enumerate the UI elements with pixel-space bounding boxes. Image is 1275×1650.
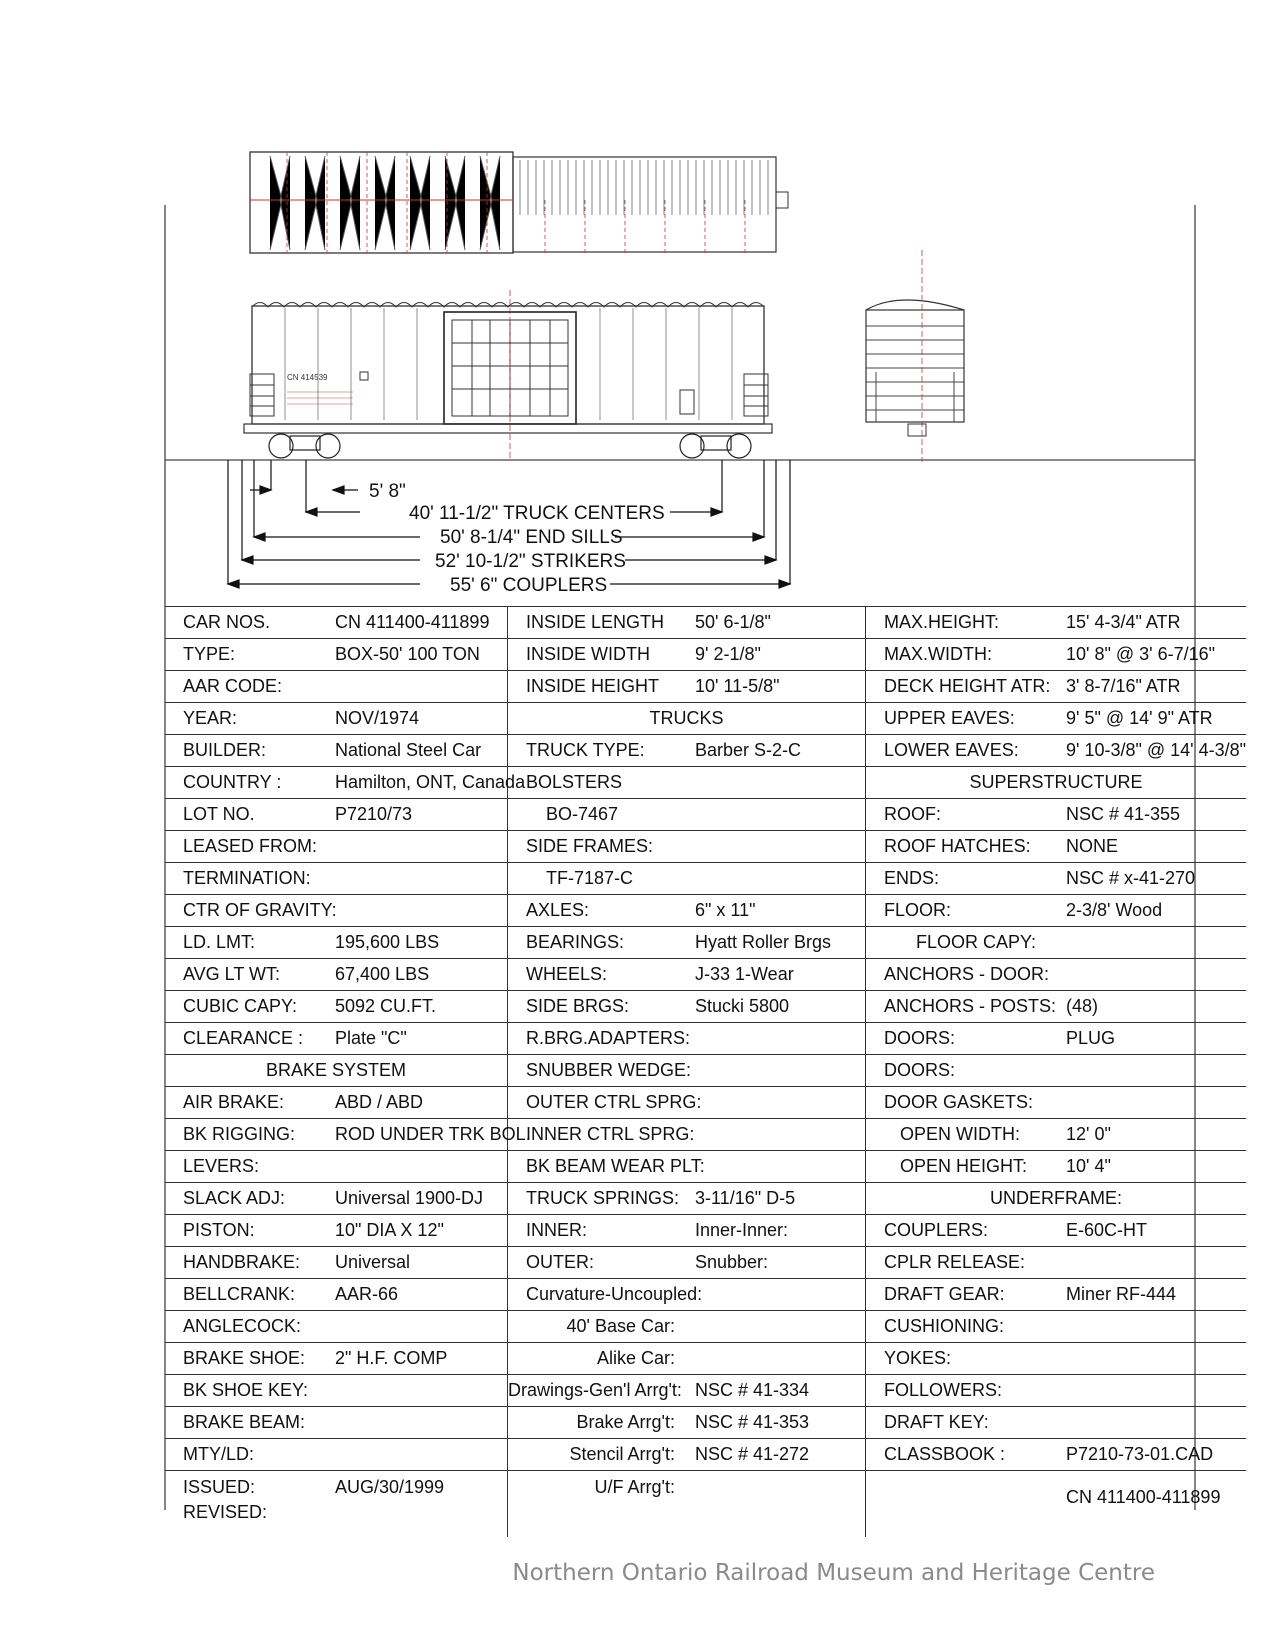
table-row <box>165 1343 1246 1375</box>
table-row <box>165 799 1246 831</box>
dim-truck-centers: 40' 11-1/2" TRUCK CENTERS <box>409 503 665 524</box>
table-row <box>165 607 1246 639</box>
inner-ctrl-sprg-label: INNER CTRL SPRG: <box>508 1119 866 1151</box>
inside-width-value: 9' 2-1/8" <box>693 639 866 671</box>
roof-hatches-value: NONE <box>1064 831 1246 863</box>
table-row <box>165 1087 1246 1119</box>
truck-left <box>269 434 340 458</box>
mty-ld-label: MTY/LD: <box>165 1439 333 1471</box>
table-row <box>165 703 1246 735</box>
anchors-door-value <box>1064 959 1246 991</box>
rbrg-adapters-label: R.BRG.ADAPTERS: <box>508 1023 866 1055</box>
drawings-gen-label: Drawings-Gen'l Arrg't: <box>508 1375 694 1407</box>
alike-car-label: Alike Car: <box>508 1343 694 1375</box>
side-brgs-label: SIDE BRGS: <box>508 991 694 1023</box>
classbook-label: CLASSBOOK : <box>866 1439 1065 1471</box>
piston-label: PISTON: <box>165 1215 333 1247</box>
floor-capy-label: FLOOR CAPY: <box>866 927 1065 959</box>
anchors-door-label: ANCHORS - DOOR: <box>866 959 1065 991</box>
door-gaskets-value <box>1064 1087 1246 1119</box>
max-width-label: MAX.WIDTH: <box>866 639 1065 671</box>
stencil-arrgt-label: Stencil Arrg't: <box>508 1439 694 1471</box>
issued-label: ISSUED: <box>183 1477 256 1497</box>
revised-label: REVISED: <box>183 1502 268 1522</box>
anchors-posts-label: ANCHORS - POSTS: <box>866 991 1065 1023</box>
table-row <box>165 1375 1246 1407</box>
bolsters-label: BOLSTERS <box>508 767 694 799</box>
open-width-label: OPEN WIDTH: <box>866 1119 1065 1151</box>
table-row <box>165 991 1246 1023</box>
inside-height-value: 10' 11-5/8" <box>693 671 866 703</box>
avg-lt-wt-label: AVG LT WT: <box>165 959 333 991</box>
table-row <box>165 895 1246 927</box>
side-brgs-value: Stucki 5800 <box>693 991 866 1023</box>
wheels-label: WHEELS: <box>508 959 694 991</box>
dim-couplers: 55' 6" COUPLERS <box>450 575 608 596</box>
year-value: NOV/1974 <box>333 703 508 735</box>
cushioning-value <box>1064 1311 1246 1343</box>
brake-beam-value <box>333 1407 508 1439</box>
clearance-label: CLEARANCE : <box>165 1023 333 1055</box>
bolsters-blank <box>693 767 866 799</box>
cushioning-label: CUSHIONING: <box>866 1311 1065 1343</box>
roof-label: ROOF: <box>866 799 1065 831</box>
table-row <box>165 735 1246 767</box>
deck-height-value: 3' 8-7/16" ATR <box>1064 671 1246 703</box>
clearance-value: Plate "C" <box>333 1023 508 1055</box>
followers-label: FOLLOWERS: <box>866 1375 1065 1407</box>
anchors-posts-value: (48) <box>1064 991 1246 1023</box>
piston-value: 10" DIA X 12" <box>333 1215 508 1247</box>
upper-eaves-value: 9' 5" @ 14' 9" ATR <box>1064 703 1246 735</box>
truck-springs-value: 3-11/16" D-5 <box>693 1183 866 1215</box>
axles-value: 6" x 11" <box>693 895 866 927</box>
table-row <box>165 927 1246 959</box>
slack-adj-value: Universal 1900-DJ <box>333 1183 508 1215</box>
couplers-label: COUPLERS: <box>866 1215 1065 1247</box>
issued-value: AUG/30/1999 <box>333 1471 508 1538</box>
brake-shoe-label: BRAKE SHOE: <box>165 1343 333 1375</box>
termination-label: TERMINATION: <box>165 863 333 895</box>
air-brake-value: ABD / ABD <box>333 1087 508 1119</box>
max-height-value: 15' 4-3/4" ATR <box>1064 607 1246 639</box>
slack-adj-label: SLACK ADJ: <box>165 1183 333 1215</box>
table-row <box>165 767 1246 799</box>
levers-value <box>333 1151 508 1183</box>
open-height-label: OPEN HEIGHT: <box>866 1151 1065 1183</box>
uf-arrgt-value <box>693 1471 866 1538</box>
floor-value: 2-3/8' Wood <box>1064 895 1246 927</box>
anglecock-value <box>333 1311 508 1343</box>
blank-cell <box>866 1471 1065 1538</box>
drawings-gen-value: NSC # 41-334 <box>693 1375 866 1407</box>
bk-rigging-value: ROD UNDER TRK BOL. <box>333 1119 508 1151</box>
leased-from-value <box>333 831 508 863</box>
table-row <box>165 1055 1246 1087</box>
table-row <box>165 1311 1246 1343</box>
inner-value: Inner-Inner: <box>693 1215 866 1247</box>
draft-gear-value: Miner RF-444 <box>1064 1279 1246 1311</box>
yokes-value <box>1064 1343 1246 1375</box>
upper-eaves-label: UPPER EAVES: <box>866 703 1065 735</box>
year-label: YEAR: <box>165 703 333 735</box>
cubic-capy-value: 5092 CU.FT. <box>333 991 508 1023</box>
followers-value <box>1064 1375 1246 1407</box>
ld-lmt-label: LD. LMT: <box>165 927 333 959</box>
uf-arrgt-label: U/F Arrg't: <box>508 1471 694 1538</box>
brake-beam-label: BRAKE BEAM: <box>165 1407 333 1439</box>
table-row <box>165 1215 1246 1247</box>
mty-ld-value <box>333 1439 508 1471</box>
bellcrank-label: BELLCRANK: <box>165 1279 333 1311</box>
table-row <box>165 1439 1246 1471</box>
draft-key-value <box>1064 1407 1246 1439</box>
table-row <box>165 1119 1246 1151</box>
table-row <box>165 1279 1246 1311</box>
bk-rigging-label: BK RIGGING: <box>165 1119 333 1151</box>
builder-value: National Steel Car <box>333 735 508 767</box>
blank-cell <box>693 799 866 831</box>
brake-system-heading: BRAKE SYSTEM <box>165 1055 508 1087</box>
axles-label: AXLES: <box>508 895 694 927</box>
floor-capy-value <box>1064 927 1246 959</box>
trucks-heading: TRUCKS <box>508 703 866 735</box>
end-view <box>866 250 964 462</box>
table-row <box>165 1407 1246 1439</box>
ld-lmt-value: 195,600 LBS <box>333 927 508 959</box>
bk-shoe-key-value <box>333 1375 508 1407</box>
deck-height-label: DECK HEIGHT ATR: <box>866 671 1065 703</box>
table-row <box>165 959 1246 991</box>
open-height-value: 10' 4" <box>1064 1151 1246 1183</box>
cubic-capy-label: CUBIC CAPY: <box>165 991 333 1023</box>
table-row <box>165 671 1246 703</box>
country-value: Hamilton, ONT, Canada <box>333 767 508 799</box>
anglecock-label: ANGLECOCK: <box>165 1311 333 1343</box>
blank-cell <box>693 831 866 863</box>
door-gaskets-label: DOOR GASKETS: <box>866 1087 1065 1119</box>
classbook-value: P7210-73-01.CAD <box>1064 1439 1246 1471</box>
draft-key-label: DRAFT KEY: <box>866 1407 1065 1439</box>
levers-label: LEVERS: <box>165 1151 333 1183</box>
truck-right <box>680 434 751 458</box>
lot-no-label: LOT NO. <box>165 799 333 831</box>
table-row <box>165 639 1246 671</box>
boxcar-drawing <box>0 0 1275 610</box>
museum-credit: Northern Ontario Railroad Museum and Heritage Centre <box>512 1560 1155 1586</box>
table-row <box>165 1183 1246 1215</box>
car-nos-value: CN 411400-411899 <box>333 607 508 639</box>
bellcrank-value: AAR-66 <box>333 1279 508 1311</box>
aar-code-value <box>333 671 508 703</box>
dim-end-sills: 50' 8-1/4" END SILLS <box>440 527 623 548</box>
leased-from-label: LEASED FROM: <box>165 831 333 863</box>
snubber-wedge-label: SNUBBER WEDGE: <box>508 1055 866 1087</box>
truck-type-label: TRUCK TYPE: <box>508 735 694 767</box>
aar-code-label: AAR CODE: <box>165 671 333 703</box>
max-height-label: MAX.HEIGHT: <box>866 607 1065 639</box>
dim-strikers: 52' 10-1/2" STRIKERS <box>435 551 626 572</box>
builder-label: BUILDER: <box>165 735 333 767</box>
brake-arrgt-label: Brake Arrg't: <box>508 1407 694 1439</box>
alike-car-value <box>693 1343 866 1375</box>
stencil-arrgt-value: NSC # 41-272 <box>693 1439 866 1471</box>
roof-value: NSC # 41-355 <box>1064 799 1246 831</box>
cplr-release-label: CPLR RELEASE: <box>866 1247 1065 1279</box>
ends-value: NSC # x-41-270 <box>1064 863 1246 895</box>
air-brake-label: AIR BRAKE: <box>165 1087 333 1119</box>
issued-revised-labels <box>165 1471 333 1538</box>
bk-shoe-key-label: BK SHOE KEY: <box>165 1375 333 1407</box>
base-car-label: 40' Base Car: <box>508 1311 694 1343</box>
superstructure-heading: SUPERSTRUCTURE <box>866 767 1247 799</box>
wheels-value: J-33 1-Wear <box>693 959 866 991</box>
draft-gear-label: DRAFT GEAR: <box>866 1279 1065 1311</box>
table-row <box>165 831 1246 863</box>
underframe-heading: UNDERFRAME: <box>866 1183 1247 1215</box>
type-value: BOX-50' 100 TON <box>333 639 508 671</box>
bearings-value: Hyatt Roller Brgs <box>693 927 866 959</box>
car-nos-label: CAR NOS. <box>165 607 333 639</box>
table-row <box>165 1471 1246 1538</box>
table-row <box>165 1151 1246 1183</box>
dim-axle-spacing: 5' 8" <box>369 481 406 502</box>
inner-label: INNER: <box>508 1215 694 1247</box>
table-row <box>165 1247 1246 1279</box>
inside-height-label: INSIDE HEIGHT <box>508 671 694 703</box>
brake-shoe-value: 2" H.F. COMP <box>333 1343 508 1375</box>
inside-length-value: 50' 6-1/8" <box>693 607 866 639</box>
table-row <box>165 1023 1246 1055</box>
curvature-label: Curvature-Uncoupled: <box>508 1279 866 1311</box>
bearings-label: BEARINGS: <box>508 927 694 959</box>
side-frames-label: SIDE FRAMES: <box>508 831 694 863</box>
truck-type-value: Barber S-2-C <box>693 735 866 767</box>
blank-cell <box>693 863 866 895</box>
doors-label: DOORS: <box>866 1023 1065 1055</box>
inside-width-label: INSIDE WIDTH <box>508 639 694 671</box>
base-car-value <box>693 1311 866 1343</box>
truck-springs-label: TRUCK SPRINGS: <box>508 1183 694 1215</box>
floor-label: FLOOR: <box>866 895 1065 927</box>
outer-ctrl-sprg-label: OUTER CTRL SPRG: <box>508 1087 866 1119</box>
car-marking: CN 414539 <box>287 373 328 382</box>
side-frames-value: TF-7187-C <box>508 863 694 895</box>
brake-arrgt-value: NSC # 41-353 <box>693 1407 866 1439</box>
handbrake-value: Universal <box>333 1247 508 1279</box>
spec-table <box>165 606 1246 1537</box>
roof-hatches-label: ROOF HATCHES: <box>866 831 1065 863</box>
ends-label: ENDS: <box>866 863 1065 895</box>
side-elevation <box>244 290 772 460</box>
couplers-value: E-60C-HT <box>1064 1215 1246 1247</box>
country-label: COUNTRY : <box>165 767 333 799</box>
inside-length-label: INSIDE LENGTH <box>508 607 694 639</box>
cplr-release-value <box>1064 1247 1246 1279</box>
doors-2-value <box>1064 1055 1246 1087</box>
plan-view <box>250 152 788 253</box>
bk-beam-wear-plt-label: BK BEAM WEAR PLT: <box>508 1151 866 1183</box>
doors-2-label: DOORS: <box>866 1055 1065 1087</box>
outer-label: OUTER: <box>508 1247 694 1279</box>
type-label: TYPE: <box>165 639 333 671</box>
doors-value: PLUG <box>1064 1023 1246 1055</box>
yokes-label: YOKES: <box>866 1343 1065 1375</box>
car-range-footer: CN 411400-411899 <box>1064 1471 1246 1538</box>
max-width-value: 10' 8" @ 3' 6-7/16" <box>1064 639 1246 671</box>
termination-value <box>333 863 508 895</box>
open-width-value: 12' 0" <box>1064 1119 1246 1151</box>
ctr-gravity-label: CTR OF GRAVITY: <box>165 895 508 927</box>
lower-eaves-value: 9' 10-3/8" @ 14' 4-3/8" <box>1064 735 1246 767</box>
avg-lt-wt-value: 67,400 LBS <box>333 959 508 991</box>
bolsters-value: BO-7467 <box>508 799 694 831</box>
lower-eaves-label: LOWER EAVES: <box>866 735 1065 767</box>
table-row <box>165 863 1246 895</box>
outer-value: Snubber: <box>693 1247 866 1279</box>
lot-no-value: P7210/73 <box>333 799 508 831</box>
handbrake-label: HANDBRAKE: <box>165 1247 333 1279</box>
